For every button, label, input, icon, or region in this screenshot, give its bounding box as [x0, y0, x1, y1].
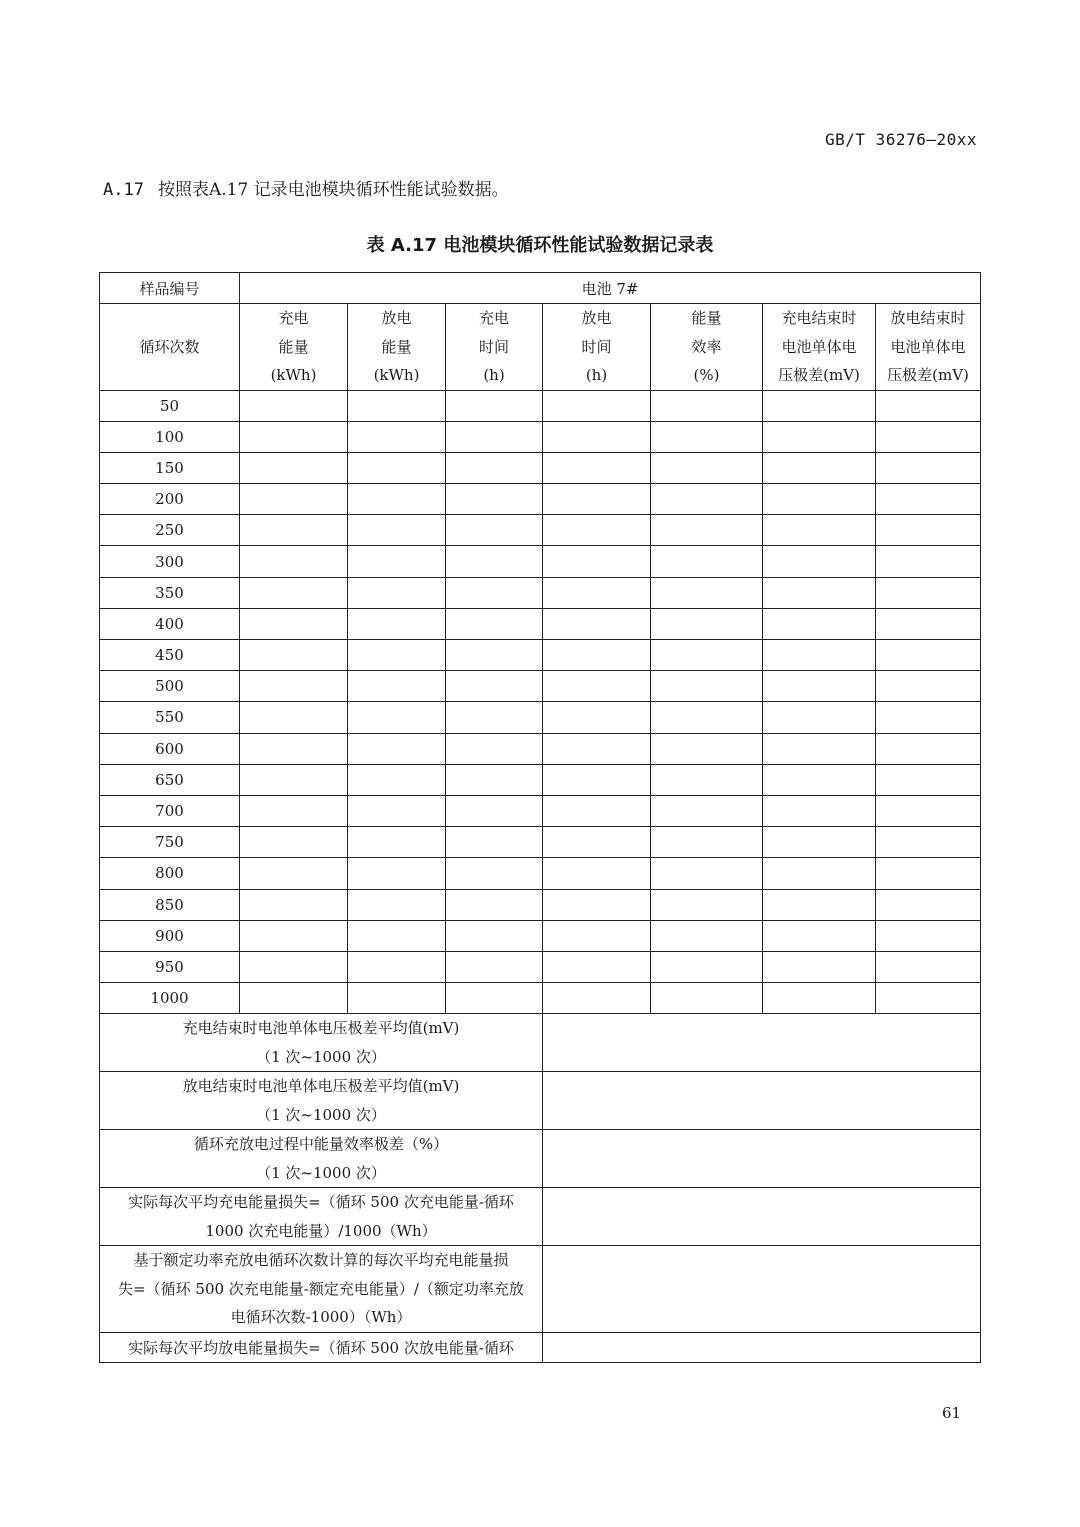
entry-cell[interactable]: [876, 452, 981, 483]
summary-line: （1 次~1000 次）: [256, 1163, 386, 1182]
entry-cell[interactable]: [876, 671, 981, 702]
entry-cell[interactable]: [876, 733, 981, 764]
entry-cell[interactable]: [348, 608, 446, 639]
entry-cell[interactable]: [348, 827, 446, 858]
entry-cell[interactable]: [543, 452, 651, 483]
col-line: 电池单体电: [890, 337, 966, 356]
column-header-row: [100, 304, 981, 391]
entry-cell[interactable]: [763, 484, 876, 515]
summary-line: 基于额定功率充放电循环次数计算的每次平均充电能量损: [133, 1251, 509, 1270]
entry-cell[interactable]: [240, 702, 348, 733]
entry-cell[interactable]: [543, 515, 651, 546]
summary-line: 1000 次充电能量）/1000（Wh）: [205, 1221, 437, 1240]
col-line: 放电: [581, 309, 612, 327]
entry-cell[interactable]: [651, 640, 763, 671]
entry-cell[interactable]: [240, 515, 348, 546]
col-line: 充电结束时: [781, 309, 857, 327]
col-line: 压极差(mV): [887, 366, 969, 384]
col-energy-efficiency: [651, 304, 763, 391]
entry-cell[interactable]: [543, 671, 651, 702]
table-row: [100, 764, 981, 795]
table-row: [100, 951, 981, 982]
entry-cell[interactable]: [446, 484, 543, 515]
cycle-count: 800: [100, 858, 240, 889]
col-discharge-time: [543, 304, 651, 391]
entry-cell[interactable]: [240, 889, 348, 920]
entry-cell[interactable]: [876, 515, 981, 546]
summary-value-cell[interactable]: [543, 1188, 981, 1246]
cycle-count: 950: [100, 951, 240, 982]
entry-cell[interactable]: [763, 577, 876, 608]
cycle-count: 150: [100, 452, 240, 483]
entry-cell[interactable]: [446, 951, 543, 982]
col-line: 放电: [381, 309, 412, 327]
entry-cell[interactable]: [763, 390, 876, 421]
entry-cell[interactable]: [876, 889, 981, 920]
entry-cell[interactable]: [240, 764, 348, 795]
cycle-count: 1000: [100, 983, 240, 1014]
entry-cell[interactable]: [876, 858, 981, 889]
entry-cell[interactable]: [446, 671, 543, 702]
summary-row: [100, 1188, 981, 1246]
standard-code: GB/T 36276—20xx: [825, 130, 977, 149]
col-charge-energy: [240, 304, 348, 391]
cycle-count: 900: [100, 920, 240, 951]
entry-cell[interactable]: [876, 827, 981, 858]
cycle-count: 650: [100, 764, 240, 795]
entry-cell[interactable]: [240, 484, 348, 515]
summary-line: （1 次~1000 次）: [256, 1105, 386, 1124]
entry-cell[interactable]: [348, 795, 446, 826]
entry-cell[interactable]: [543, 608, 651, 639]
cycle-count: 700: [100, 795, 240, 826]
table-row: [100, 640, 981, 671]
summary-label: [100, 1014, 543, 1072]
summary-value-cell[interactable]: [543, 1130, 981, 1188]
entry-cell[interactable]: [348, 983, 446, 1014]
summary-line: 放电结束时电池单体电压极差平均值(mV): [182, 1077, 460, 1096]
cycle-count: 500: [100, 671, 240, 702]
entry-cell[interactable]: [543, 577, 651, 608]
col-line: 压极差(mV): [778, 366, 860, 384]
entry-cell[interactable]: [348, 515, 446, 546]
entry-cell[interactable]: [876, 484, 981, 515]
table-row: [100, 484, 981, 515]
cycle-count: 50: [100, 390, 240, 421]
entry-cell[interactable]: [348, 858, 446, 889]
entry-cell[interactable]: [446, 920, 543, 951]
entry-cell[interactable]: [651, 733, 763, 764]
entry-cell[interactable]: [348, 920, 446, 951]
sample-value: 电池 7#: [240, 273, 981, 304]
entry-cell[interactable]: [348, 421, 446, 452]
col-line: 充电: [478, 309, 509, 327]
entry-cell[interactable]: [240, 421, 348, 452]
entry-cell[interactable]: [240, 452, 348, 483]
cycle-label: 循环次数: [100, 304, 240, 391]
col-line: (h): [585, 366, 608, 384]
entry-cell[interactable]: [543, 827, 651, 858]
table-row: [100, 546, 981, 577]
entry-cell[interactable]: [651, 452, 763, 483]
table-row: [100, 920, 981, 951]
cycle-count: 750: [100, 827, 240, 858]
entry-cell[interactable]: [651, 827, 763, 858]
entry-cell[interactable]: [543, 951, 651, 982]
entry-cell[interactable]: [763, 827, 876, 858]
summary-label: [100, 1072, 543, 1130]
entry-cell[interactable]: [446, 452, 543, 483]
entry-cell[interactable]: [876, 795, 981, 826]
entry-cell[interactable]: [348, 577, 446, 608]
summary-label: [100, 1332, 543, 1362]
entry-cell[interactable]: [446, 421, 543, 452]
entry-cell[interactable]: [651, 889, 763, 920]
entry-cell[interactable]: [240, 390, 348, 421]
col-line: 效率: [691, 337, 722, 356]
entry-cell[interactable]: [446, 702, 543, 733]
summary-line: 电循环次数-1000）（Wh）: [230, 1308, 412, 1327]
entry-cell[interactable]: [876, 608, 981, 639]
cycle-count: 850: [100, 889, 240, 920]
entry-cell[interactable]: [446, 390, 543, 421]
entry-cell[interactable]: [240, 608, 348, 639]
col-line: 时间: [581, 337, 612, 356]
entry-cell[interactable]: [446, 577, 543, 608]
entry-cell[interactable]: [651, 764, 763, 795]
entry-cell[interactable]: [543, 390, 651, 421]
entry-cell[interactable]: [651, 390, 763, 421]
entry-cell[interactable]: [446, 983, 543, 1014]
clause-number: A.17: [103, 180, 144, 200]
table-row: [100, 671, 981, 702]
entry-cell[interactable]: [763, 920, 876, 951]
cycle-performance-table: [99, 272, 981, 1363]
entry-cell[interactable]: [763, 764, 876, 795]
entry-cell[interactable]: [763, 983, 876, 1014]
entry-cell[interactable]: [651, 951, 763, 982]
entry-cell[interactable]: [876, 702, 981, 733]
entry-cell[interactable]: [763, 951, 876, 982]
entry-cell[interactable]: [543, 858, 651, 889]
entry-cell[interactable]: [446, 889, 543, 920]
entry-cell[interactable]: [763, 889, 876, 920]
entry-cell[interactable]: [763, 671, 876, 702]
summary-line: 实际每次平均放电能量损失=（循环 500 次放电能量-循环: [128, 1338, 514, 1357]
cycle-count: 600: [100, 733, 240, 764]
entry-cell[interactable]: [348, 889, 446, 920]
cycle-count: 300: [100, 546, 240, 577]
summary-row: [100, 1014, 981, 1072]
entry-cell[interactable]: [763, 733, 876, 764]
entry-cell[interactable]: [876, 640, 981, 671]
cycle-count: 350: [100, 577, 240, 608]
entry-cell[interactable]: [446, 827, 543, 858]
col-line: (%): [693, 366, 720, 384]
summary-value-cell[interactable]: [543, 1246, 981, 1333]
entry-cell[interactable]: [651, 795, 763, 826]
entry-cell[interactable]: [543, 546, 651, 577]
entry-cell[interactable]: [651, 671, 763, 702]
col-line: 时间: [478, 337, 509, 356]
entry-cell[interactable]: [543, 702, 651, 733]
entry-cell[interactable]: [348, 452, 446, 483]
summary-row: [100, 1130, 981, 1188]
cycle-count: 550: [100, 702, 240, 733]
entry-cell[interactable]: [446, 858, 543, 889]
summary-label: [100, 1246, 543, 1333]
entry-cell[interactable]: [876, 546, 981, 577]
entry-cell[interactable]: [543, 733, 651, 764]
col-line: 能量: [691, 309, 722, 327]
entry-cell[interactable]: [240, 983, 348, 1014]
entry-cell[interactable]: [763, 452, 876, 483]
entry-cell[interactable]: [543, 889, 651, 920]
entry-cell[interactable]: [446, 764, 543, 795]
summary-line: 失=（循环 500 次充电能量-额定充电能量）/（额定功率充放: [118, 1279, 524, 1298]
entry-cell[interactable]: [651, 546, 763, 577]
entry-cell[interactable]: [651, 858, 763, 889]
col-line: (kWh): [270, 366, 317, 384]
entry-cell[interactable]: [763, 515, 876, 546]
entry-cell[interactable]: [348, 671, 446, 702]
table-row: [100, 858, 981, 889]
entry-cell[interactable]: [543, 640, 651, 671]
entry-cell[interactable]: [543, 983, 651, 1014]
entry-cell[interactable]: [446, 546, 543, 577]
entry-cell[interactable]: [446, 515, 543, 546]
entry-cell[interactable]: [446, 795, 543, 826]
entry-cell[interactable]: [240, 858, 348, 889]
cycle-count: 400: [100, 608, 240, 639]
cycle-count: 200: [100, 484, 240, 515]
entry-cell[interactable]: [240, 795, 348, 826]
entry-cell[interactable]: [348, 702, 446, 733]
summary-row: [100, 1246, 981, 1333]
table-row: [100, 702, 981, 733]
entry-cell[interactable]: [543, 764, 651, 795]
summary-line: 充电结束时电池单体电压极差平均值(mV): [182, 1019, 460, 1038]
entry-cell[interactable]: [651, 515, 763, 546]
col-charge-time: [446, 304, 543, 391]
table-row: [100, 827, 981, 858]
col-line: 充电: [278, 309, 309, 327]
table-row: [100, 390, 981, 421]
entry-cell[interactable]: [763, 795, 876, 826]
entry-cell[interactable]: [763, 546, 876, 577]
col-line: (kWh): [373, 366, 420, 384]
entry-cell[interactable]: [876, 764, 981, 795]
col-line: 放电结束时: [890, 309, 966, 327]
table-title: 表 A.17 电池模块循环性能试验数据记录表: [366, 235, 714, 256]
cycle-count: 450: [100, 640, 240, 671]
entry-cell[interactable]: [543, 484, 651, 515]
entry-cell[interactable]: [651, 920, 763, 951]
entry-cell[interactable]: [348, 484, 446, 515]
entry-cell[interactable]: [240, 546, 348, 577]
entry-cell[interactable]: [348, 733, 446, 764]
table-row: [100, 983, 981, 1014]
summary-line: （1 次~1000 次）: [256, 1047, 386, 1066]
entry-cell[interactable]: [348, 640, 446, 671]
entry-cell[interactable]: [651, 608, 763, 639]
entry-cell[interactable]: [651, 577, 763, 608]
entry-cell[interactable]: [876, 951, 981, 982]
col-line: 电池单体电: [781, 337, 857, 356]
entry-cell[interactable]: [348, 951, 446, 982]
sample-label: 样品编号: [100, 273, 240, 304]
entry-cell[interactable]: [763, 640, 876, 671]
entry-cell[interactable]: [876, 920, 981, 951]
entry-cell[interactable]: [240, 827, 348, 858]
entry-cell[interactable]: [446, 640, 543, 671]
col-line: 能量: [381, 337, 412, 356]
summary-label: [100, 1188, 543, 1246]
clause-text: 按照表A.17 记录电池模块循环性能试验数据。: [157, 180, 509, 200]
entry-cell[interactable]: [876, 390, 981, 421]
entry-cell[interactable]: [240, 920, 348, 951]
entry-cell[interactable]: [763, 702, 876, 733]
summary-value-cell[interactable]: [543, 1072, 981, 1130]
col-charge-end-voltage-range: [763, 304, 876, 391]
sample-row: [100, 273, 981, 304]
entry-cell[interactable]: [876, 577, 981, 608]
page-number: 61: [942, 1404, 962, 1422]
summary-row: [100, 1072, 981, 1130]
entry-cell[interactable]: [446, 608, 543, 639]
entry-cell[interactable]: [651, 421, 763, 452]
entry-cell[interactable]: [240, 951, 348, 982]
entry-cell[interactable]: [240, 577, 348, 608]
entry-cell[interactable]: [240, 733, 348, 764]
entry-cell[interactable]: [651, 702, 763, 733]
col-line: (h): [483, 366, 505, 384]
cycle-count: 100: [100, 421, 240, 452]
clause-paragraph: [103, 175, 509, 200]
entry-cell[interactable]: [651, 484, 763, 515]
entry-cell[interactable]: [240, 671, 348, 702]
summary-value-cell[interactable]: [543, 1014, 981, 1072]
entry-cell[interactable]: [876, 421, 981, 452]
summary-line: 循环充放电过程中能量效率极差（%）: [193, 1135, 449, 1154]
entry-cell[interactable]: [348, 390, 446, 421]
entry-cell[interactable]: [763, 608, 876, 639]
table-row: [100, 889, 981, 920]
entry-cell[interactable]: [651, 983, 763, 1014]
summary-row: [100, 1332, 981, 1362]
table-row: [100, 608, 981, 639]
summary-line: 实际每次平均充电能量损失=（循环 500 次充电能量-循环: [128, 1193, 514, 1212]
col-discharge-end-voltage-range: [876, 304, 981, 391]
entry-cell[interactable]: [348, 764, 446, 795]
entry-cell[interactable]: [543, 795, 651, 826]
summary-value-cell[interactable]: [543, 1332, 981, 1362]
summary-label: [100, 1130, 543, 1188]
cycle-count: 250: [100, 515, 240, 546]
entry-cell[interactable]: [348, 546, 446, 577]
col-line: 能量: [278, 337, 309, 356]
table-row: [100, 733, 981, 764]
entry-cell[interactable]: [763, 858, 876, 889]
table-row: [100, 795, 981, 826]
table-row: [100, 577, 981, 608]
entry-cell[interactable]: [240, 640, 348, 671]
entry-cell[interactable]: [876, 983, 981, 1014]
entry-cell[interactable]: [543, 421, 651, 452]
table-row: [100, 515, 981, 546]
entry-cell[interactable]: [446, 733, 543, 764]
col-discharge-energy: [348, 304, 446, 391]
table-row: [100, 421, 981, 452]
entry-cell[interactable]: [543, 920, 651, 951]
table-row: [100, 452, 981, 483]
entry-cell[interactable]: [763, 421, 876, 452]
